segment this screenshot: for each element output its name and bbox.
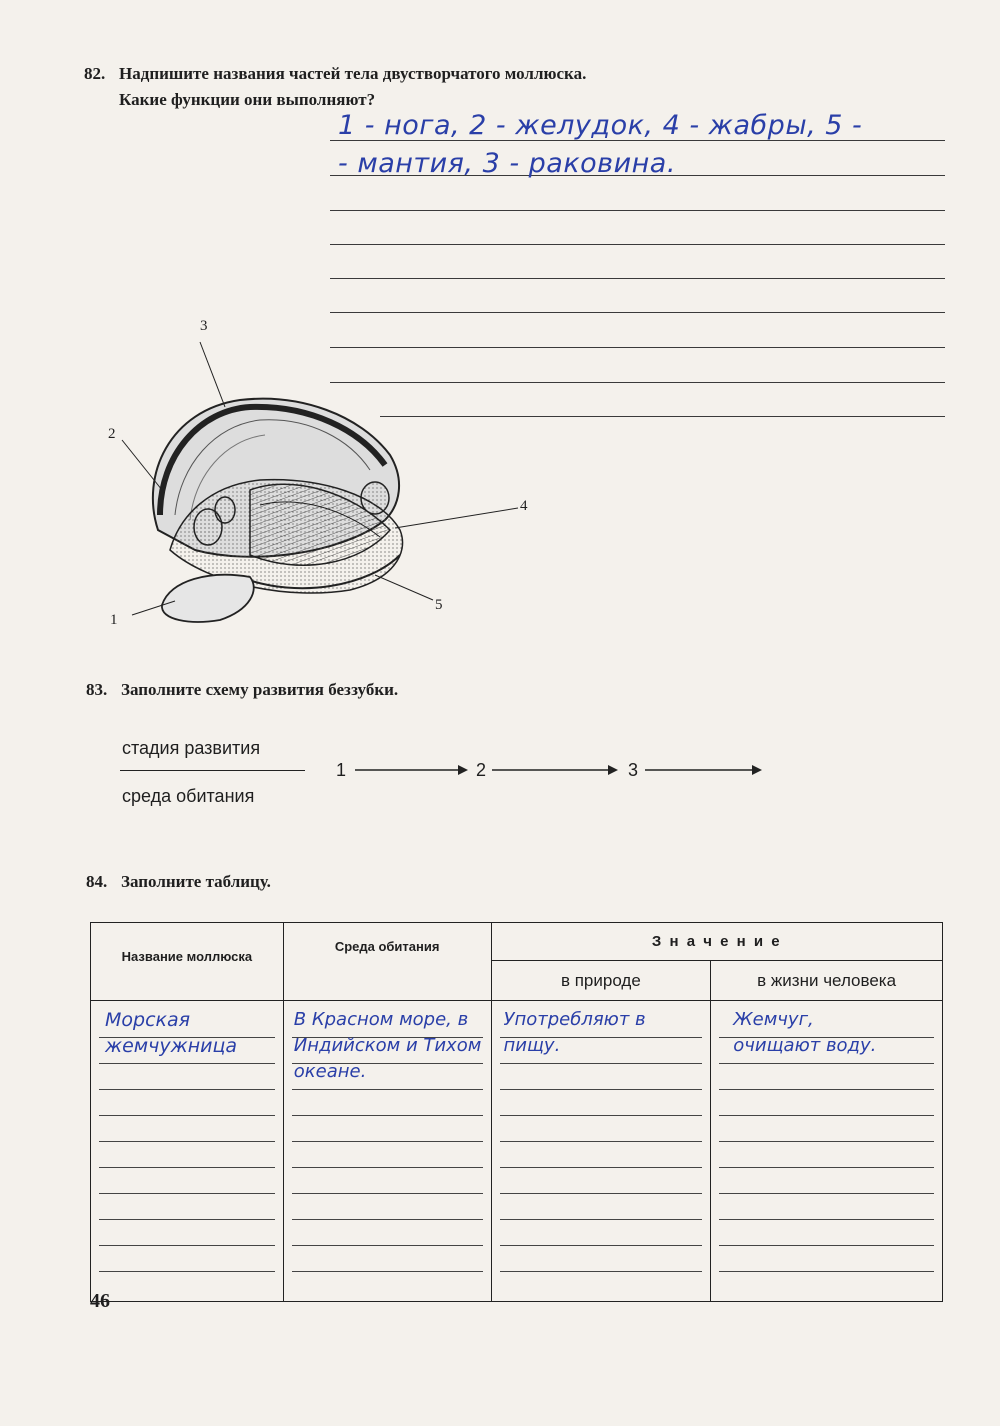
answer-line bbox=[330, 278, 945, 279]
answer-line bbox=[330, 244, 945, 245]
task-83-question: Заполните схему развития беззубки. bbox=[121, 680, 399, 699]
scheme-row-habitat: среда обитания bbox=[122, 786, 255, 806]
bivalve-mollusk-illustration bbox=[100, 315, 540, 635]
diagram-label-2: 2 bbox=[108, 426, 116, 442]
cell-habitat bbox=[283, 1001, 491, 1302]
cell-mollusk-name bbox=[91, 1001, 284, 1302]
diagram-label-1: 1 bbox=[110, 612, 118, 628]
scheme-step-2: 2 bbox=[476, 760, 487, 780]
header-meaning: З н а ч е н и е bbox=[491, 923, 942, 961]
cell-in-human-life bbox=[711, 1001, 943, 1302]
header-in-nature: в природе bbox=[491, 961, 711, 1001]
molluscs-table bbox=[90, 922, 943, 1302]
cell-in-nature bbox=[491, 1001, 711, 1302]
scheme-step-3: 3 bbox=[628, 760, 639, 780]
task-84-number: 84. bbox=[86, 872, 108, 891]
arrow-head-icon bbox=[752, 765, 762, 775]
page-number: 46 bbox=[90, 1290, 110, 1312]
scheme-step-1: 1 bbox=[336, 760, 347, 780]
answer-in-nature: Употребляют в пищу. bbox=[503, 1009, 646, 1056]
handwritten-answer-line2: - мантия, 3 - раковина. bbox=[338, 148, 676, 179]
handwritten-answer-line1: 1 - нога, 2 - желудок, 4 - жабры, 5 - bbox=[338, 110, 863, 141]
scheme-arrows bbox=[350, 760, 770, 780]
task-82-number: 82. bbox=[84, 64, 106, 83]
header-in-human-life: в жизни человека bbox=[711, 961, 943, 1001]
answer-habitat: В Красном море, в Индийском и Тихом океане. bbox=[293, 1009, 482, 1082]
task-82-question-line2: Какие функции они выполняют? bbox=[119, 90, 376, 109]
answer-line bbox=[330, 210, 945, 211]
scheme-divider bbox=[120, 770, 305, 771]
header-habitat: Среда обитания bbox=[283, 923, 491, 1001]
answer-mollusk-name: Морская жемчужница bbox=[105, 1009, 238, 1057]
answer-in-human-life: Жемчуг, очищают воду. bbox=[733, 1009, 877, 1056]
task-84-question: Заполните таблицу. bbox=[121, 872, 271, 891]
answer-line bbox=[330, 312, 945, 313]
header-mollusk-name: Название моллюска bbox=[91, 923, 284, 1001]
diagram-label-3: 3 bbox=[200, 318, 208, 334]
scheme-row-development-stage: стадия развития bbox=[122, 738, 261, 758]
arrow-head-icon bbox=[458, 765, 468, 775]
task-83-number: 83. bbox=[86, 680, 108, 699]
task-82-question-line1: Надпишите названия частей тела двустворчатого моллюска. bbox=[119, 64, 587, 83]
diagram-label-4: 4 bbox=[520, 498, 528, 514]
arrow-head-icon bbox=[608, 765, 618, 775]
diagram-label-5: 5 bbox=[435, 597, 443, 613]
